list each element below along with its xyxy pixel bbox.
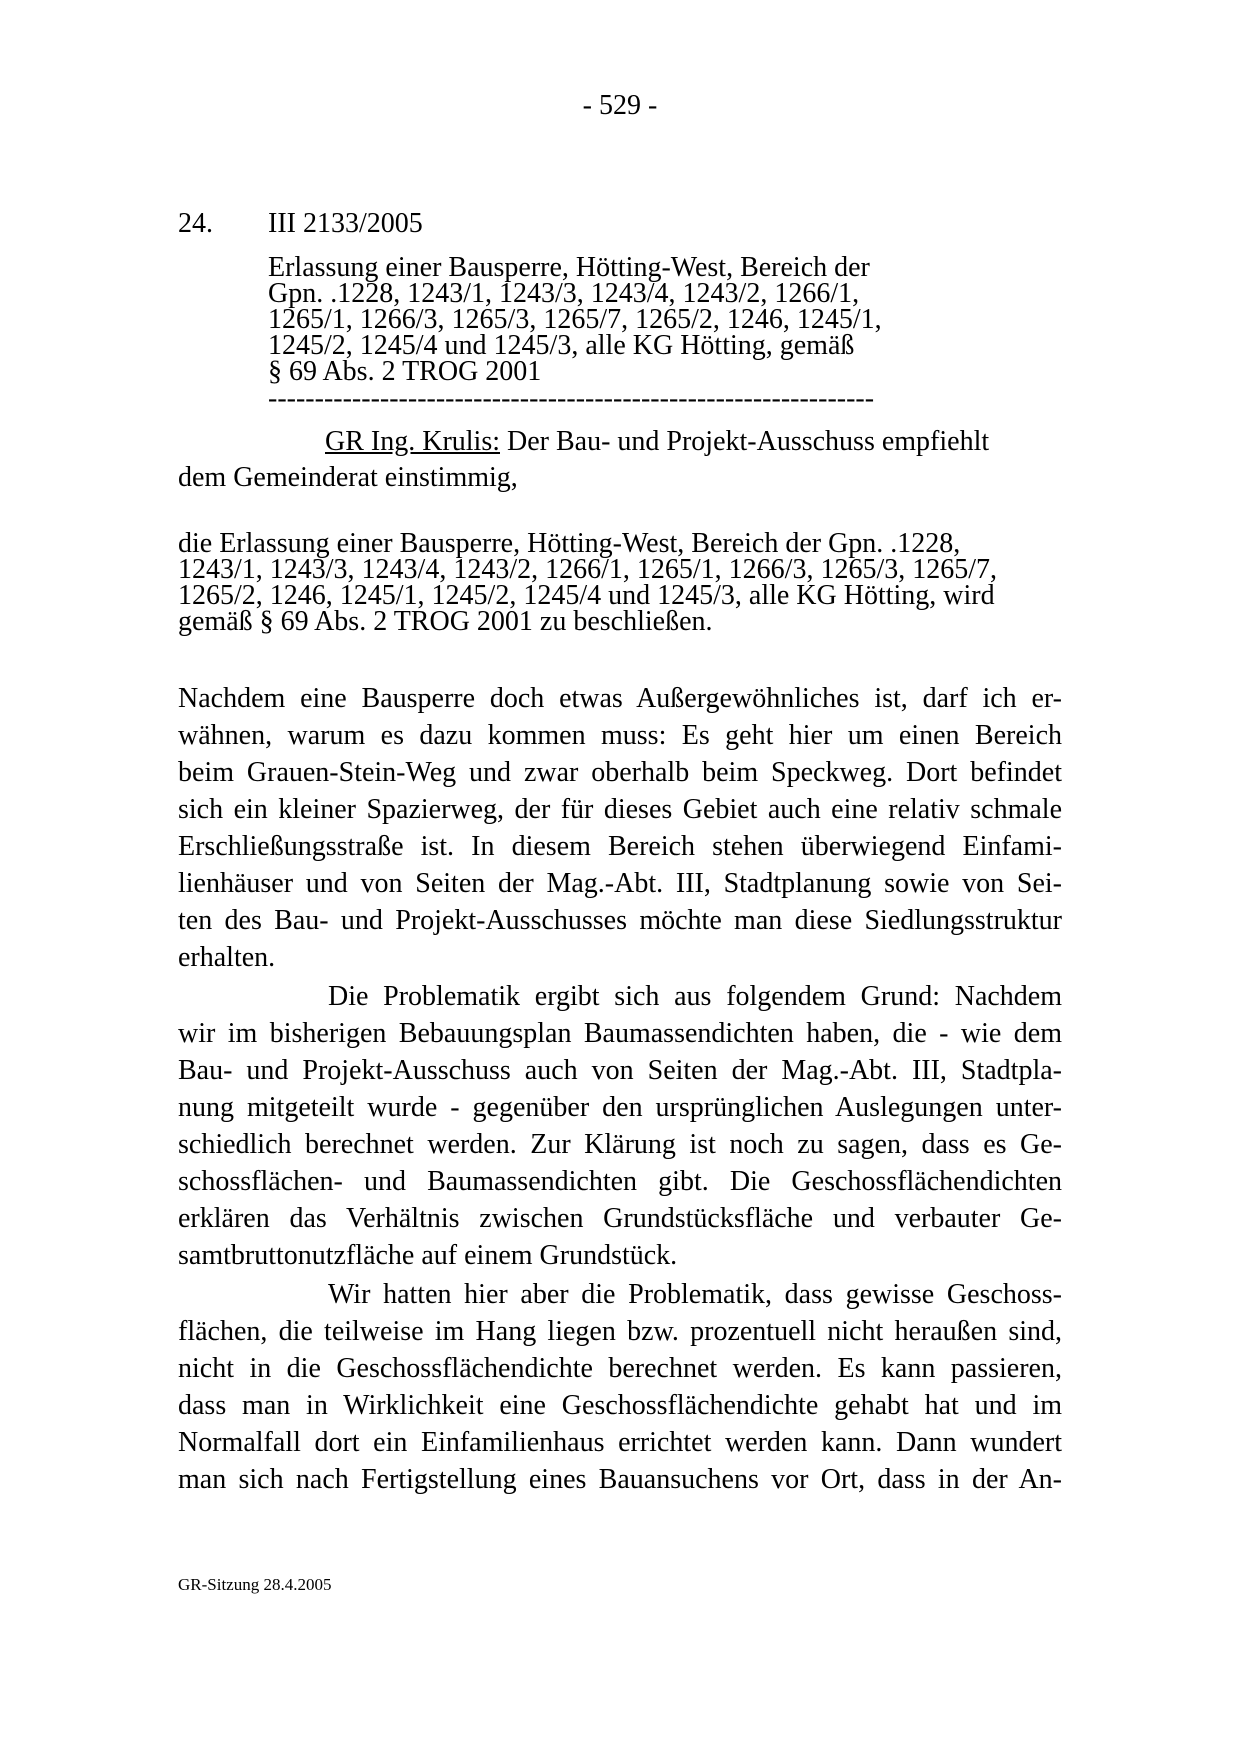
paragraph-line: erhalten.: [178, 942, 276, 973]
paragraph-line: Die Problematik ergibt sich aus folgendem Grund: Nachdem: [328, 981, 1062, 1012]
paragraph-1: [178, 680, 1062, 976]
paragraph-line: beim Grauen-Stein-Weg und zwar oberhalb beim Speckweg. Dort befindet: [178, 757, 1062, 788]
subject-line: Erlassung einer Bausperre, Hötting-West, Bereich der: [268, 252, 870, 283]
paragraph-3: [178, 1276, 1062, 1498]
resolution-line: die Erlassung einer Bausperre, Hötting-West, Bereich der Gpn. .1228,: [178, 528, 961, 559]
speaker-statement: [325, 426, 989, 458]
page-number: - 529 -: [582, 90, 658, 121]
paragraph-line: schossflächen- und Baumassendichten gibt. Die Geschossflächendichten: [178, 1166, 1062, 1197]
agenda-item-reference: III 2133/2005: [268, 208, 423, 239]
paragraph-line: wähnen, warum es dazu kommen muss: Es geht hier um einen Bereich: [178, 720, 1062, 751]
paragraph-line: man sich nach Fertigstellung eines Bauansuchens vor Ort, dass in der An-: [178, 1464, 1062, 1495]
paragraph-line: flächen, die teilweise im Hang liegen bzw. prozentuell nicht heraußen sind,: [178, 1316, 1062, 1347]
paragraph-line: Nachdem eine Bausperre doch etwas Außergewöhnliches ist, darf ich er-: [178, 683, 1062, 714]
subject-line: Gpn. .1228, 1243/1, 1243/3, 1243/4, 1243/2, 1266/1,: [268, 278, 860, 309]
paragraph-line: Erschließungsstraße ist. In diesem Bereich stehen überwiegend Einfami-: [178, 831, 1062, 862]
speaker-statement-continuation: dem Gemeinderat einstimmig,: [178, 462, 518, 493]
resolution-line: gemäß § 69 Abs. 2 TROG 2001 zu beschließen.: [178, 606, 713, 637]
paragraph-line: Bau- und Projekt-Ausschuss auch von Seiten der Mag.-Abt. III, Stadtpla-: [178, 1055, 1062, 1086]
paragraph-line: dass man in Wirklichkeit eine Geschossflächendichte gehabt hat und im: [178, 1390, 1062, 1421]
agenda-item-number: 24.: [178, 208, 213, 239]
agenda-item-subject: [268, 252, 968, 387]
paragraph-line: schiedlich berechnet werden. Zur Klärung ist noch zu sagen, dass es Ge-: [178, 1129, 1062, 1160]
subject-line: 1245/2, 1245/4 und 1245/3, alle KG Hötting, gemäß: [268, 330, 855, 361]
paragraph-line: ten des Bau- und Projekt-Ausschusses möchte man diese Siedlungsstruktur: [178, 905, 1062, 936]
paragraph-line: samtbruttonutzfläche auf einem Grundstück.: [178, 1240, 678, 1271]
speaker-text: Der Bau- und Projekt-Ausschuss empfiehlt: [500, 426, 990, 457]
paragraph-2: [178, 978, 1062, 1274]
footer-session-date: GR-Sitzung 28.4.2005: [178, 1575, 332, 1594]
subject-line: 1265/1, 1266/3, 1265/3, 1265/7, 1265/2, 1246, 1245/1,: [268, 304, 882, 335]
paragraph-line: nung mitgeteilt wurde - gegenüber den ursprünglichen Auslegungen unter-: [178, 1092, 1062, 1123]
subject-line: § 69 Abs. 2 TROG 2001: [268, 356, 542, 387]
resolution-line: 1265/2, 1246, 1245/1, 1245/2, 1245/4 und 1245/3, alle KG Hötting, wird: [178, 580, 995, 611]
resolution-line: 1243/1, 1243/3, 1243/4, 1243/2, 1266/1, 1265/1, 1266/3, 1265/3, 1265/7,: [178, 554, 998, 585]
paragraph-line: Normalfall dort ein Einfamilienhaus errichtet werden kann. Dann wundert: [178, 1427, 1062, 1458]
paragraph-line: Wir hatten hier aber die Problematik, dass gewisse Geschoss-: [328, 1279, 1062, 1310]
paragraph-line: nicht in die Geschossflächendichte berechnet werden. Es kann passieren,: [178, 1353, 1062, 1384]
paragraph-line: sich ein kleiner Spazierweg, der für dieses Gebiet auch eine relativ schmale: [178, 794, 1062, 825]
paragraph-line: erklären das Verhältnis zwischen Grundstücksfläche und verbauter Ge-: [178, 1203, 1062, 1234]
separator-line: -----------------------------------------------------------------: [268, 383, 875, 414]
paragraph-line: lienhäuser und von Seiten der Mag.-Abt. III, Stadtplanung sowie von Sei-: [178, 868, 1062, 899]
paragraph-line: wir im bisherigen Bebauungsplan Baumassendichten haben, die - wie dem: [178, 1018, 1062, 1049]
resolution-text: [178, 528, 1058, 637]
speaker-name: GR Ing. Krulis:: [325, 426, 500, 457]
